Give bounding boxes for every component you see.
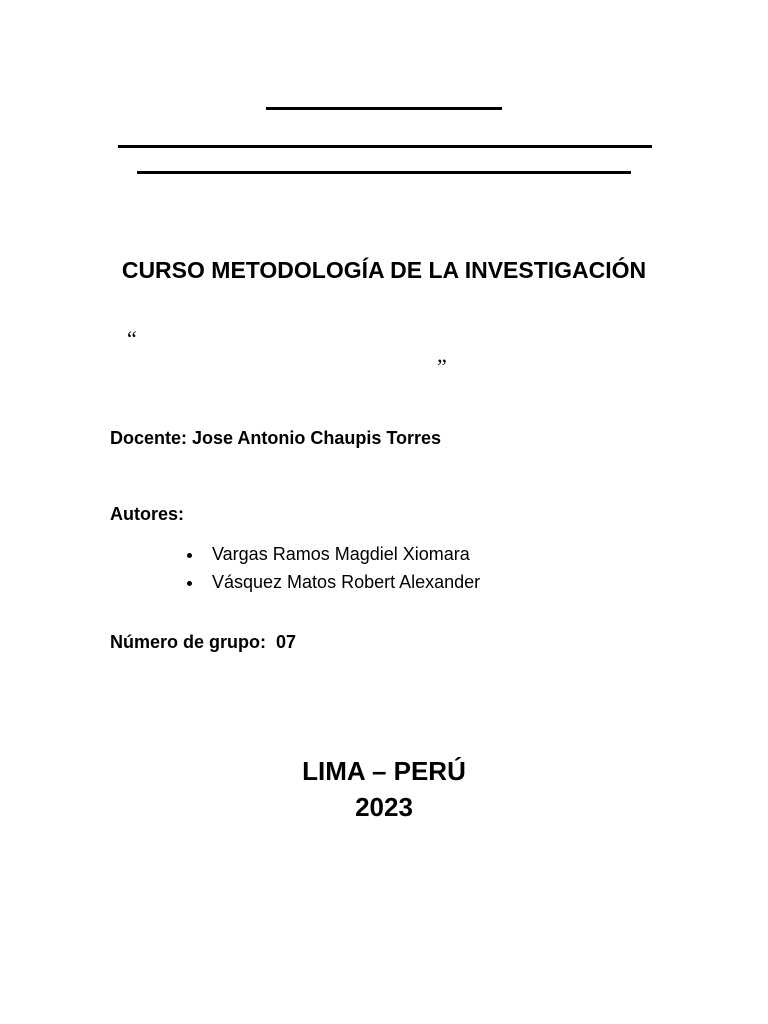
blank-line-1 xyxy=(266,107,502,110)
bullet-icon xyxy=(187,553,192,558)
opening-quote-mark: “ xyxy=(127,326,137,351)
author-item xyxy=(186,568,480,596)
teacher-line: Docente: Jose Antonio Chaupis Torres xyxy=(110,428,442,448)
authors-label: Autores: xyxy=(110,504,185,524)
author-list xyxy=(186,540,480,596)
author-name: Vásquez Matos Robert Alexander xyxy=(212,572,481,592)
year-line: 2023 xyxy=(355,792,413,822)
author-item xyxy=(186,540,480,568)
course-title: CURSO METODOLOGÍA DE LA INVESTIGACIÓN xyxy=(121,257,647,283)
blank-line-2 xyxy=(118,145,652,148)
group-number-line: Número de grupo: 07 xyxy=(110,632,297,652)
author-name: Vargas Ramos Magdiel Xiomara xyxy=(212,544,470,564)
closing-quote-mark: ” xyxy=(437,354,447,379)
city-line: LIMA – PERÚ xyxy=(302,756,466,786)
blank-line-3 xyxy=(137,171,631,174)
bullet-icon xyxy=(187,581,192,586)
